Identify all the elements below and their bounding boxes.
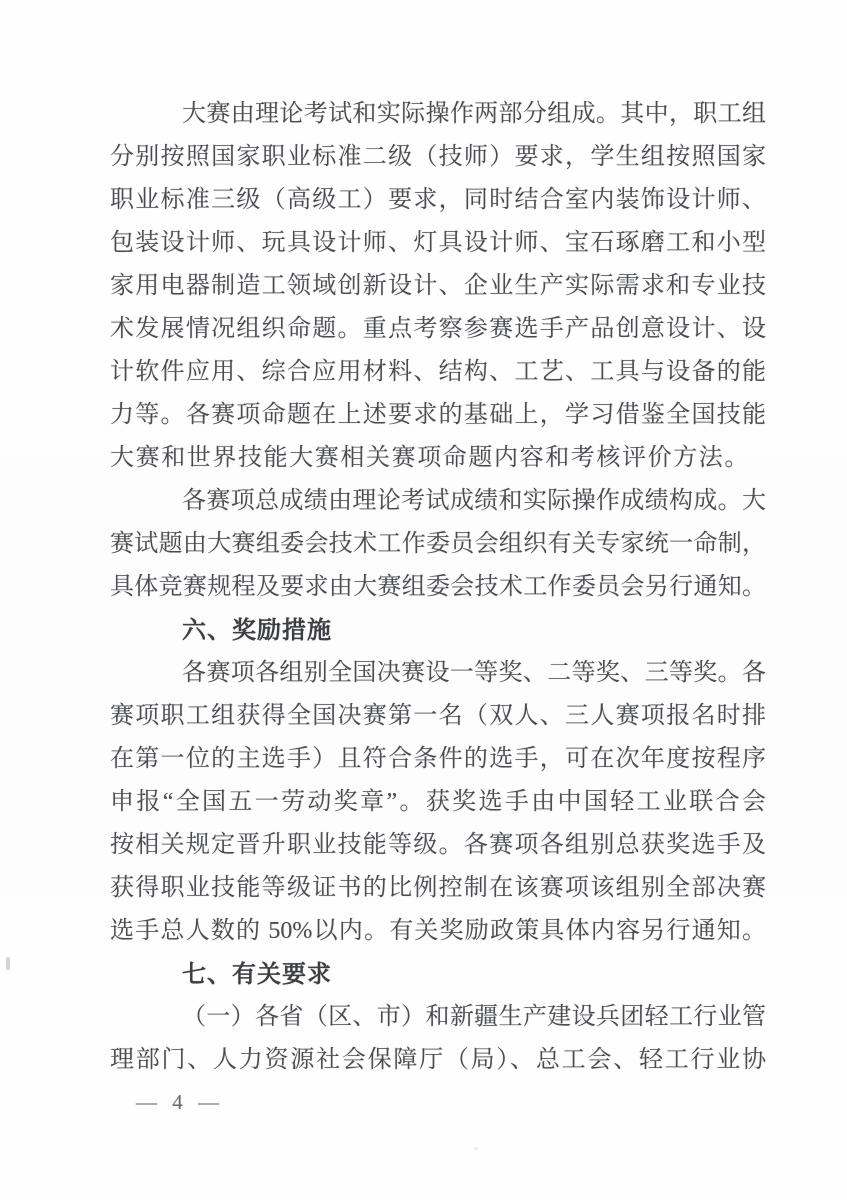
text-line: 选手总人数的 50%以内。有关奖励政策具体内容另行通知。 [110,918,766,944]
text-line: 在第一位的主选手）且符合条件的选手，可在次年度按程序 [110,746,766,772]
paragraph-score-composition [110,480,766,609]
text-line: 职业标准三级（高级工）要求，同时结合室内装饰设计师、 [110,187,766,213]
text-line: 理部门、人力资源社会保障厅（局）、总工会、轻工行业协 [110,1047,766,1073]
text-line: 获得职业技能等级证书的比例控制在该赛项该组别全部决赛 [110,875,766,901]
text-line: 术发展情况组织命题。重点考察参赛选手产品创意设计、设 [110,316,766,342]
text-line: 大赛由理论考试和实际操作两部分组成。其中，职工组 [182,101,766,127]
text-line: 赛项职工组获得全国决赛第一名（双人、三人赛项报名时排 [110,703,766,729]
section-heading-7-requirements: 七、有关要求 [182,961,332,988]
text-line: 计软件应用、综合应用材料、结构、工艺、工具与设备的能 [110,359,766,385]
scan-artifact-speck [6,957,10,970]
text-line: 赛试题由大赛组委会技术工作委员会组织有关专家统一命制， [110,531,766,557]
text-line: 力等。各赛项命题在上述要求的基础上，学习借鉴全国技能 [110,402,766,428]
page-number: — 4 — [136,1090,224,1114]
paragraph-rewards-detail [110,652,766,953]
text-line: （一）各省（区、市）和新疆生产建设兵团轻工行业管 [182,1004,766,1030]
document-text-block [110,0,766,1082]
text-line: 大赛和世界技能大赛相关赛项命题内容和考核评价方法。 [110,445,750,471]
text-line: 按相关规定晋升职业技能等级。各赛项各组别总获奖选手及 [110,832,766,858]
text-line: 各赛项总成绩由理论考试成绩和实际操作成绩构成。大 [182,488,766,514]
text-line: 家用电器制造工领域创新设计、企业生产实际需求和专业技 [110,273,766,299]
paragraph-exam-composition [110,93,766,480]
paragraph-requirements-item1 [110,996,766,1082]
text-line: 具体竞赛规程及要求由大赛组委会技术工作委员会另行通知。 [110,574,766,600]
text-line: 各赛项各组别全国决赛设一等奖、二等奖、三等奖。各 [182,660,766,686]
scan-artifact-speck [474,1147,478,1150]
text-line: 分别按照国家职业标准二级（技师）要求，学生组按照国家 [110,144,766,170]
section-heading-6-rewards: 六、奖励措施 [182,617,332,644]
text-line: 包装设计师、玩具设计师、灯具设计师、宝石琢磨工和小型 [110,230,766,256]
text-line: 申报“全国五一劳动奖章”。获奖选手由中国轻工业联合会 [110,789,766,815]
